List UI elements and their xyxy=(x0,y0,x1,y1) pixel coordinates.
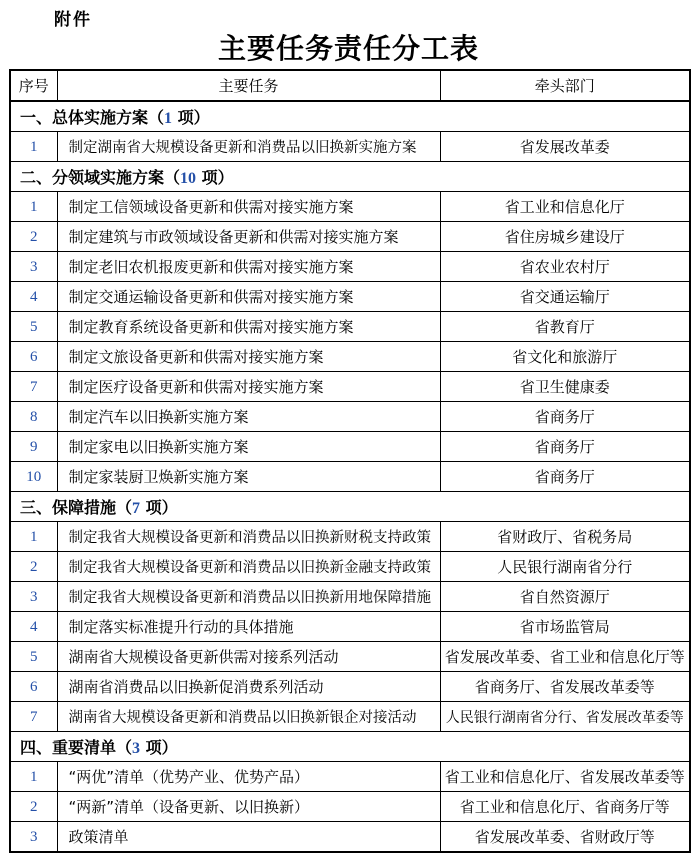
dept-cell: 省商务厅、省发展改革委等 xyxy=(440,672,690,702)
row-number-cell xyxy=(10,522,57,552)
row-number: 2 xyxy=(30,799,38,815)
section-title-suffix: 项） xyxy=(140,738,178,757)
row-number-cell xyxy=(10,672,57,702)
row-number-cell xyxy=(10,702,57,732)
dept-cell: 省自然资源厅 xyxy=(440,582,690,612)
dept-cell: 省商务厅 xyxy=(440,402,690,432)
row-number: 8 xyxy=(30,409,38,425)
table-row xyxy=(10,552,690,582)
dept-cell: 省工业和信息化厅、省商务厅等 xyxy=(440,792,690,822)
task-cell: 制定我省大规模设备更新和消费品以旧换新财税支持政策 xyxy=(57,522,440,552)
task-cell: 制定我省大规模设备更新和消费品以旧换新金融支持政策 xyxy=(57,552,440,582)
dept-cell: 省交通运输厅 xyxy=(440,282,690,312)
task-cell: 湖南省大规模设备更新供需对接系列活动 xyxy=(57,642,440,672)
table-row xyxy=(10,342,690,372)
section-count: 1 xyxy=(164,110,173,127)
task-cell: “两优”清单（优势产业、优势产品） xyxy=(57,762,440,792)
task-cell: 制定文旅设备更新和供需对接实施方案 xyxy=(57,342,440,372)
row-number: 6 xyxy=(30,679,38,695)
section-title xyxy=(10,492,690,522)
dept-cell: 省市场监管局 xyxy=(440,612,690,642)
section-row xyxy=(10,492,690,522)
row-number-cell xyxy=(10,822,57,853)
row-number: 6 xyxy=(30,349,38,365)
task-table-body xyxy=(10,101,690,852)
section-title-prefix: 四、重要清单（ xyxy=(20,738,133,757)
table-row xyxy=(10,792,690,822)
dept-cell: 省商务厅 xyxy=(440,432,690,462)
page-title: 主要任务责任分工表 xyxy=(217,32,479,65)
task-cell: 制定家电以旧换新实施方案 xyxy=(57,432,440,462)
row-number: 3 xyxy=(30,259,38,275)
row-number: 3 xyxy=(30,829,38,845)
row-number: 7 xyxy=(30,709,38,725)
table-row xyxy=(10,822,690,853)
dept-cell: 省发展改革委 xyxy=(440,132,690,162)
row-number-cell xyxy=(10,792,57,822)
section-title-suffix: 项） xyxy=(196,168,234,187)
table-row xyxy=(10,612,690,642)
row-number-cell xyxy=(10,132,57,162)
row-number-cell xyxy=(10,552,57,582)
dept-cell: 省工业和信息化厅、省发展改革委等 xyxy=(440,762,690,792)
task-cell: 制定建筑与市政领域设备更新和供需对接实施方案 xyxy=(57,222,440,252)
row-number: 3 xyxy=(30,589,38,605)
row-number: 1 xyxy=(30,769,38,785)
table-header-row xyxy=(10,70,690,101)
section-row xyxy=(10,101,690,132)
task-cell: 制定湖南省大规模设备更新和消费品以旧换新实施方案 xyxy=(57,132,440,162)
table-row xyxy=(10,762,690,792)
row-number-cell xyxy=(10,312,57,342)
section-title-prefix: 一、总体实施方案（ xyxy=(20,108,165,127)
dept-cell: 省工业和信息化厅 xyxy=(440,192,690,222)
section-row xyxy=(10,162,690,192)
row-number-cell xyxy=(10,582,57,612)
row-number-cell xyxy=(10,762,57,792)
row-number-cell xyxy=(10,282,57,312)
attachment-label: 附件 xyxy=(54,10,92,30)
task-table xyxy=(9,69,691,853)
table-row xyxy=(10,402,690,432)
section-title xyxy=(10,732,690,762)
dept-cell: 省发展改革委、省财政厅等 xyxy=(440,822,690,853)
table-row xyxy=(10,312,690,342)
row-number-cell xyxy=(10,612,57,642)
task-cell: 制定教育系统设备更新和供需对接实施方案 xyxy=(57,312,440,342)
table-row xyxy=(10,222,690,252)
row-number: 1 xyxy=(30,139,38,155)
section-title-suffix: 项） xyxy=(140,498,178,517)
task-cell: 制定家装厨卫焕新实施方案 xyxy=(57,462,440,492)
row-number-cell xyxy=(10,252,57,282)
dept-cell: 省发展改革委、省工业和信息化厅等 xyxy=(440,642,690,672)
row-number: 5 xyxy=(30,649,38,665)
dept-cell: 省农业农村厅 xyxy=(440,252,690,282)
dept-cell: 省财政厅、省税务局 xyxy=(440,522,690,552)
row-number-cell xyxy=(10,432,57,462)
task-cell: 湖南省大规模设备更新和消费品以旧换新银企对接活动 xyxy=(57,702,440,732)
task-cell: 制定老旧农机报废更新和供需对接实施方案 xyxy=(57,252,440,282)
row-number: 7 xyxy=(30,379,38,395)
table-row xyxy=(10,252,690,282)
row-number-cell xyxy=(10,462,57,492)
section-title xyxy=(10,162,690,192)
row-number: 1 xyxy=(30,199,38,215)
table-row xyxy=(10,432,690,462)
table-row xyxy=(10,582,690,612)
task-cell: 湖南省消费品以旧换新促消费系列活动 xyxy=(57,672,440,702)
dept-cell: 省文化和旅游厅 xyxy=(440,342,690,372)
table-row xyxy=(10,672,690,702)
row-number: 9 xyxy=(30,439,38,455)
task-cell: 制定我省大规模设备更新和消费品以旧换新用地保障措施 xyxy=(57,582,440,612)
col-header-task: 主要任务 xyxy=(57,70,440,101)
task-cell: 制定医疗设备更新和供需对接实施方案 xyxy=(57,372,440,402)
row-number: 10 xyxy=(26,469,42,485)
task-cell: 制定工信领域设备更新和供需对接实施方案 xyxy=(57,192,440,222)
section-count: 10 xyxy=(180,170,197,187)
dept-cell: 省住房城乡建设厅 xyxy=(440,222,690,252)
task-cell: 政策清单 xyxy=(57,822,440,853)
dept-cell: 省商务厅 xyxy=(440,462,690,492)
task-cell: 制定交通运输设备更新和供需对接实施方案 xyxy=(57,282,440,312)
row-number-cell xyxy=(10,342,57,372)
section-title-prefix: 二、分领域实施方案（ xyxy=(20,168,181,187)
dept-cell: 人民银行湖南省分行、省发展改革委等 xyxy=(440,702,690,732)
row-number: 4 xyxy=(30,619,38,635)
row-number-cell xyxy=(10,402,57,432)
table-row xyxy=(10,642,690,672)
row-number-cell xyxy=(10,372,57,402)
table-row xyxy=(10,462,690,492)
dept-cell: 人民银行湖南省分行 xyxy=(440,552,690,582)
table-row xyxy=(10,132,690,162)
row-number: 1 xyxy=(30,529,38,545)
row-number: 2 xyxy=(30,229,38,245)
section-count: 3 xyxy=(132,740,141,757)
table-row xyxy=(10,192,690,222)
table-row xyxy=(10,282,690,312)
task-cell: “两新”清单（设备更新、以旧换新） xyxy=(57,792,440,822)
row-number: 5 xyxy=(30,319,38,335)
row-number-cell xyxy=(10,642,57,672)
section-title xyxy=(10,101,690,132)
row-number-cell xyxy=(10,192,57,222)
table-row xyxy=(10,702,690,732)
row-number: 4 xyxy=(30,289,38,305)
section-count: 7 xyxy=(132,500,141,517)
col-header-dept: 牵头部门 xyxy=(440,70,690,101)
table-row xyxy=(10,522,690,552)
section-row xyxy=(10,732,690,762)
task-cell: 制定落实标准提升行动的具体措施 xyxy=(57,612,440,642)
section-title-suffix: 项） xyxy=(172,108,210,127)
dept-cell: 省卫生健康委 xyxy=(440,372,690,402)
row-number-cell xyxy=(10,222,57,252)
row-number: 2 xyxy=(30,559,38,575)
col-header-no: 序号 xyxy=(10,70,57,101)
table-row xyxy=(10,372,690,402)
dept-cell: 省教育厅 xyxy=(440,312,690,342)
section-title-prefix: 三、保障措施（ xyxy=(20,498,133,517)
task-cell: 制定汽车以旧换新实施方案 xyxy=(57,402,440,432)
